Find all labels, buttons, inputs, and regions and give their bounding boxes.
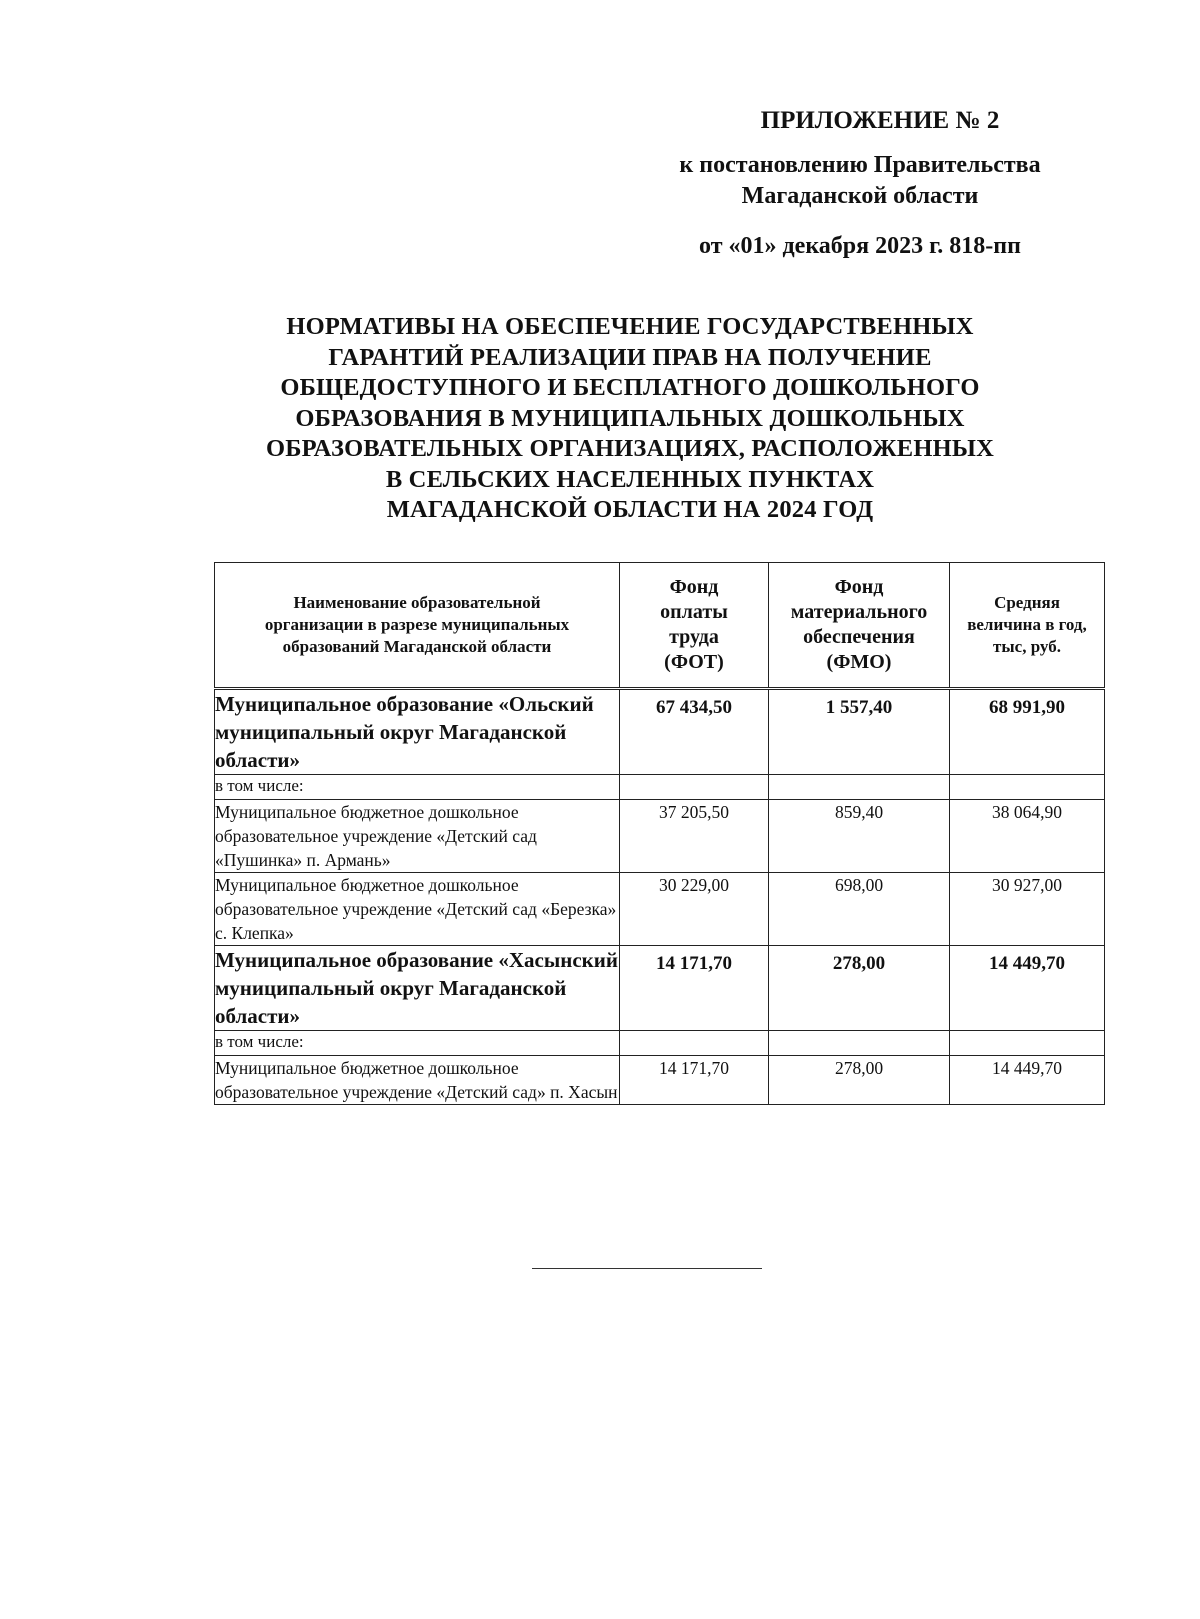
document-title <box>200 312 1060 526</box>
title-line: В СЕЛЬСКИХ НАСЕЛЕННЫХ ПУНКТАХ <box>385 465 875 493</box>
title-line: ОБЩЕДОСТУПНОГО И БЕСПЛАТНОГО ДОШКОЛЬНОГО <box>280 374 980 401</box>
header-avg: Средняя величина в год, тыс, руб. <box>950 563 1105 689</box>
appendix-reference-line-2: Магаданской области <box>741 183 979 209</box>
end-separator-line <box>532 1268 762 1269</box>
table-row <box>215 1031 1105 1056</box>
title-line: ОБРАЗОВАТЕЛЬНЫХ ОРГАНИЗАЦИЯХ, РАСПОЛОЖЕННЫХ <box>266 435 994 462</box>
title-line: МАГАДАНСКОЙ ОБЛАСТИ НА 2024 ГОД <box>386 496 874 523</box>
appendix-header <box>620 104 1100 262</box>
cell-fot: 14 171,70 <box>620 1056 769 1105</box>
title-line: ОБРАЗОВАНИЯ В МУНИЦИПАЛЬНЫХ ДОШКОЛЬНЫХ <box>295 404 965 432</box>
cell-fot: 14 171,70 <box>620 946 769 1031</box>
table-row <box>215 800 1105 873</box>
cell-fmo: 1 557,40 <box>769 689 950 775</box>
appendix-reference-line-1: к постановлению Правительства <box>679 152 1041 178</box>
cell-fmo: 278,00 <box>769 946 950 1031</box>
table-row <box>215 946 1105 1031</box>
cell-avg: 38 064,90 <box>950 800 1105 873</box>
cell-fot: 67 434,50 <box>620 689 769 775</box>
cell-fot <box>620 775 769 800</box>
appendix-date: от «01» декабря 2023 г. 818-пп <box>699 233 1021 259</box>
cell-name: в том числе: <box>215 1031 620 1056</box>
header-name: Наименование образовательной организации в разрезе муниципальных образований Магаданской области <box>215 563 620 689</box>
cell-avg: 30 927,00 <box>950 873 1105 946</box>
header-fmo: Фонд материального обеспечения (ФМО) <box>769 563 950 689</box>
cell-fot: 37 205,50 <box>620 800 769 873</box>
cell-fmo: 278,00 <box>769 1056 950 1105</box>
appendix-reference <box>620 150 1100 212</box>
title-line: ГАРАНТИЙ РЕАЛИЗАЦИИ ПРАВ НА ПОЛУЧЕНИЕ <box>328 343 932 371</box>
cell-name: Муниципальное бюджетное дошкольное образовательное учреждение «Детский сад «Пушинка» п. Армань» <box>215 800 620 873</box>
table-row <box>215 689 1105 775</box>
cell-name: в том числе: <box>215 775 620 800</box>
cell-fot <box>620 1031 769 1056</box>
cell-fmo <box>769 775 950 800</box>
header-fot: Фонд оплаты труда (ФОТ) <box>620 563 769 689</box>
cell-avg: 68 991,90 <box>950 689 1105 775</box>
norms-table <box>214 562 1105 1105</box>
title-line: НОРМАТИВЫ НА ОБЕСПЕЧЕНИЕ ГОСУДАРСТВЕННЫХ <box>286 313 974 340</box>
appendix-number: ПРИЛОЖЕНИЕ № 2 <box>760 107 1000 134</box>
cell-fmo <box>769 1031 950 1056</box>
table-row <box>215 1056 1105 1105</box>
cell-name: Муниципальное образование «Ольский муниципальный округ Магаданской области» <box>215 689 620 775</box>
cell-avg: 14 449,70 <box>950 946 1105 1031</box>
cell-fmo: 859,40 <box>769 800 950 873</box>
cell-avg: 14 449,70 <box>950 1056 1105 1105</box>
cell-name: Муниципальное образование «Хасынский муниципальный округ Магаданской области» <box>215 946 620 1031</box>
table-row <box>215 873 1105 946</box>
cell-name: Муниципальное бюджетное дошкольное образовательное учреждение «Детский сад» п. Хасын <box>215 1056 620 1105</box>
cell-fmo: 698,00 <box>769 873 950 946</box>
cell-avg <box>950 1031 1105 1056</box>
cell-name: Муниципальное бюджетное дошкольное образовательное учреждение «Детский сад «Березка» с. Клепка» <box>215 873 620 946</box>
table-header-row <box>215 563 1105 689</box>
cell-fot: 30 229,00 <box>620 873 769 946</box>
table-row <box>215 775 1105 800</box>
cell-avg <box>950 775 1105 800</box>
